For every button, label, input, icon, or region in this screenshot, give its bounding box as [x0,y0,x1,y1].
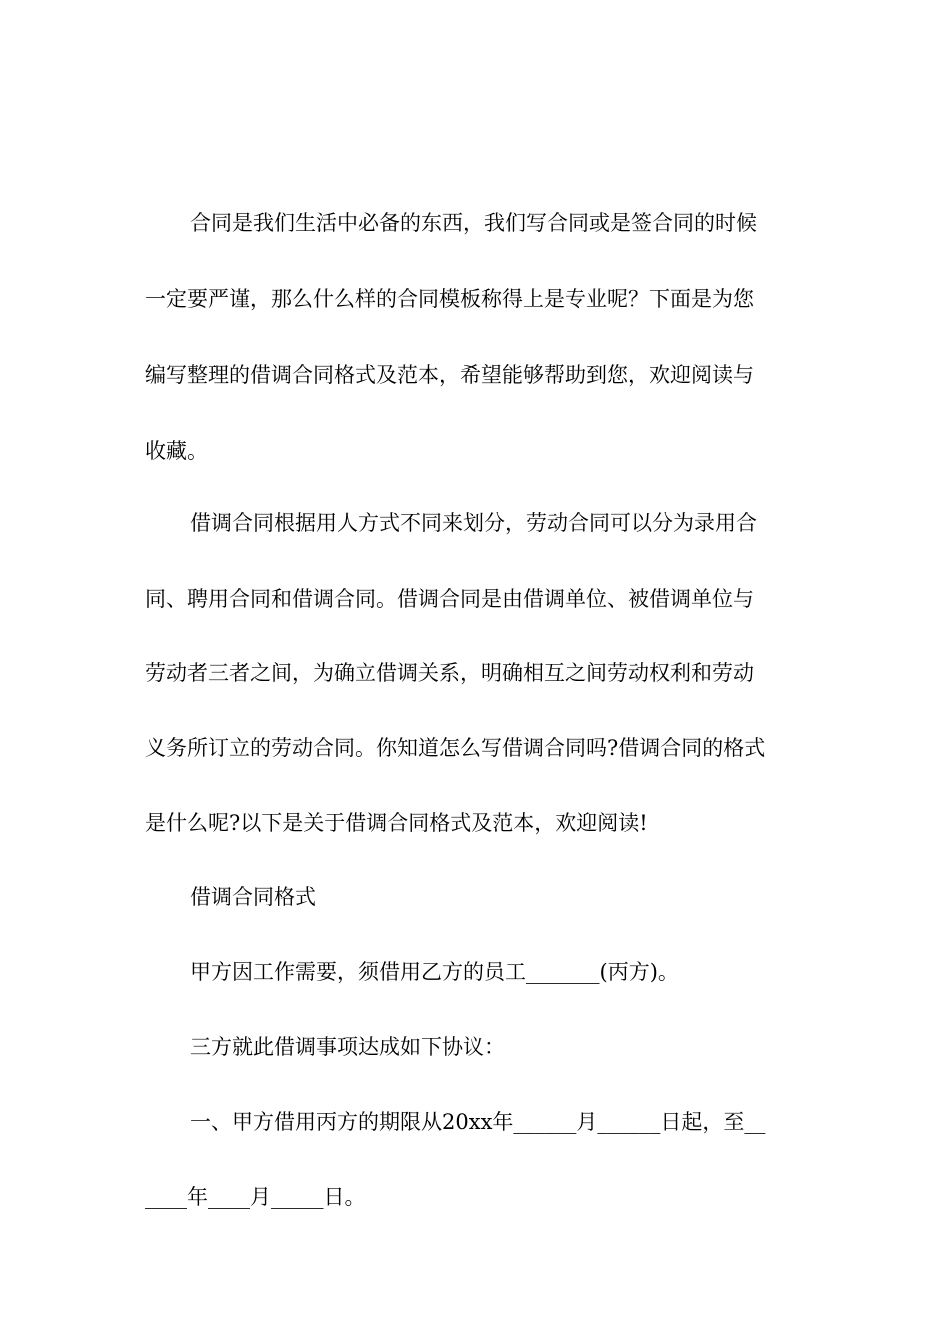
paragraph-2-line-3: 劳动者三者之间，为确立借调关系，明确相互之间劳动权利和劳动 [145,661,754,685]
paragraph-1-line-1: 合同是我们生活中必备的东西，我们写合同或是签合同的时候 [190,211,757,235]
paragraph-2-line-1: 借调合同根据用人方式不同来划分，劳动合同可以分为录用合 [190,511,757,535]
section-heading: 借调合同格式 [190,885,316,909]
clause-intro: 甲方因工作需要，须借用乙方的员工_______(丙方)。 [190,960,679,984]
paragraph-2-line-4: 义务所订立的劳动合同。你知道怎么写借调合同吗?借调合同的格式 [145,736,766,760]
clause-1-line-2: ____年____月_____日。 [145,1185,366,1209]
clause-1-line-1: 一、甲方借用丙方的期限从20xx年______月______日起，至__ [190,1110,766,1134]
agreement-line: 三方就此借调事项达成如下协议： [190,1035,505,1059]
paragraph-2-line-2: 同、聘用合同和借调合同。借调合同是由借调单位、被借调单位与 [145,587,754,611]
paragraph-2-line-5: 是什么呢?以下是关于借调合同格式及范本，欢迎阅读! [145,811,648,835]
paragraph-1-line-3: 编写整理的借调合同格式及范本，希望能够帮助到您，欢迎阅读与 [145,363,754,387]
paragraph-1-line-2: 一定要严谨，那么什么样的合同模板称得上是专业呢？下面是为您 [145,287,754,311]
paragraph-1-line-4: 收藏。 [145,439,208,463]
